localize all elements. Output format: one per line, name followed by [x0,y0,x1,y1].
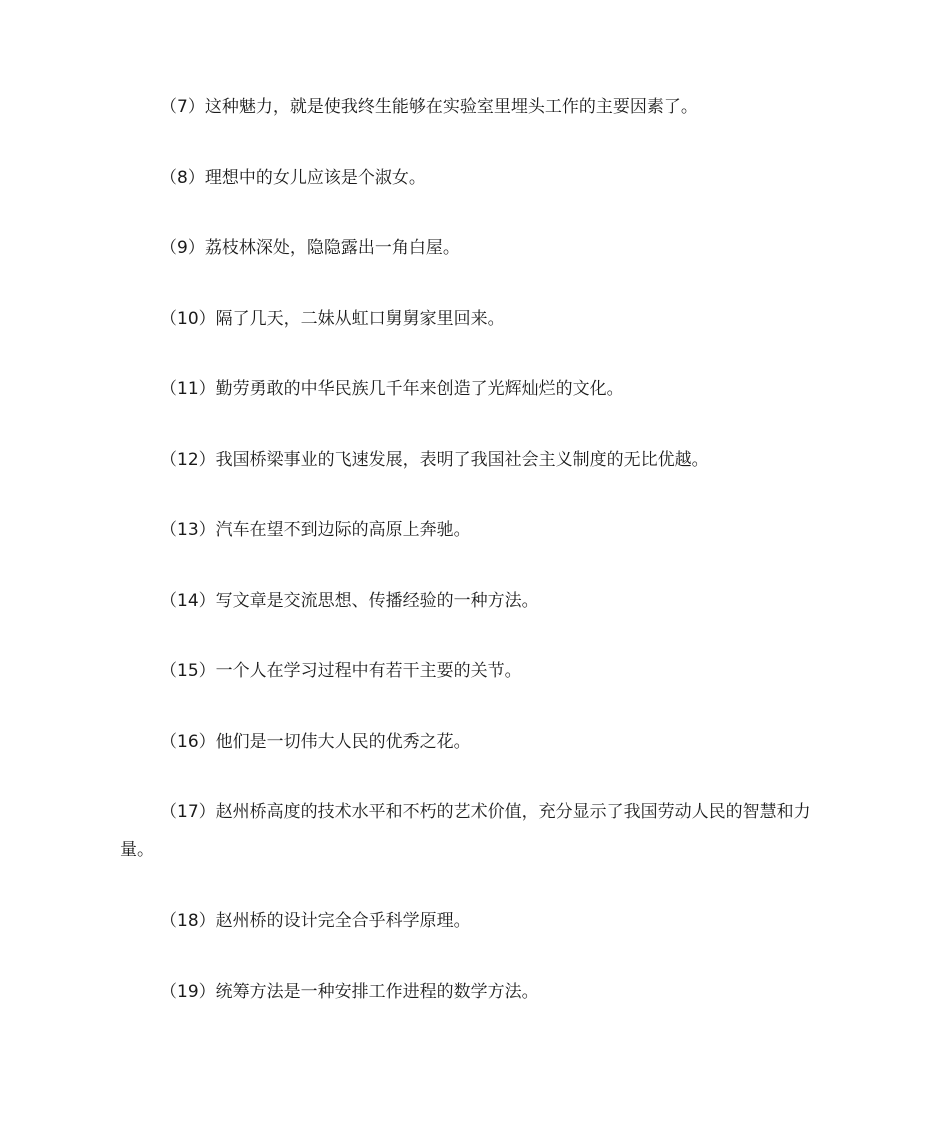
list-item: （8）理想中的女儿应该是个淑女。 [160,167,426,188]
list-item: （12）我国桥梁事业的飞速发展，表明了我国社会主义制度的无比优越。 [160,449,709,470]
list-item: （13）汽车在望不到边际的高原上奔驰。 [160,520,471,540]
list-item: （16）他们是一切伟大人民的优秀之花。 [160,731,471,752]
list-item: （17）赵州桥高度的技术水平和不朽的艺术价值，充分显示了我国劳动人民的智慧和力量。 [120,802,811,860]
sentence-list [120,88,832,1043]
list-item: （18）赵州桥的设计完全合乎科学原理。 [160,911,471,931]
list-item: （14）写文章是交流思想、传播经验的一种方法。 [160,590,539,611]
list-item: （10）隔了几天，二妹从虹口舅舅家里回来。 [160,308,505,329]
list-item: （9）荔枝林深处，隐隐露出一角白屋。 [160,238,460,258]
list-item: （15）一个人在学习过程中有若干主要的关节。 [160,661,522,681]
list-item: （7）这种魅力，就是使我终生能够在实验室里埋头工作的主要因素了。 [160,97,698,117]
list-item: （19）统筹方法是一种安排工作进程的数学方法。 [160,981,539,1002]
list-item: （11）勤劳勇敢的中华民族几千年来创造了光辉灿烂的文化。 [160,379,624,399]
